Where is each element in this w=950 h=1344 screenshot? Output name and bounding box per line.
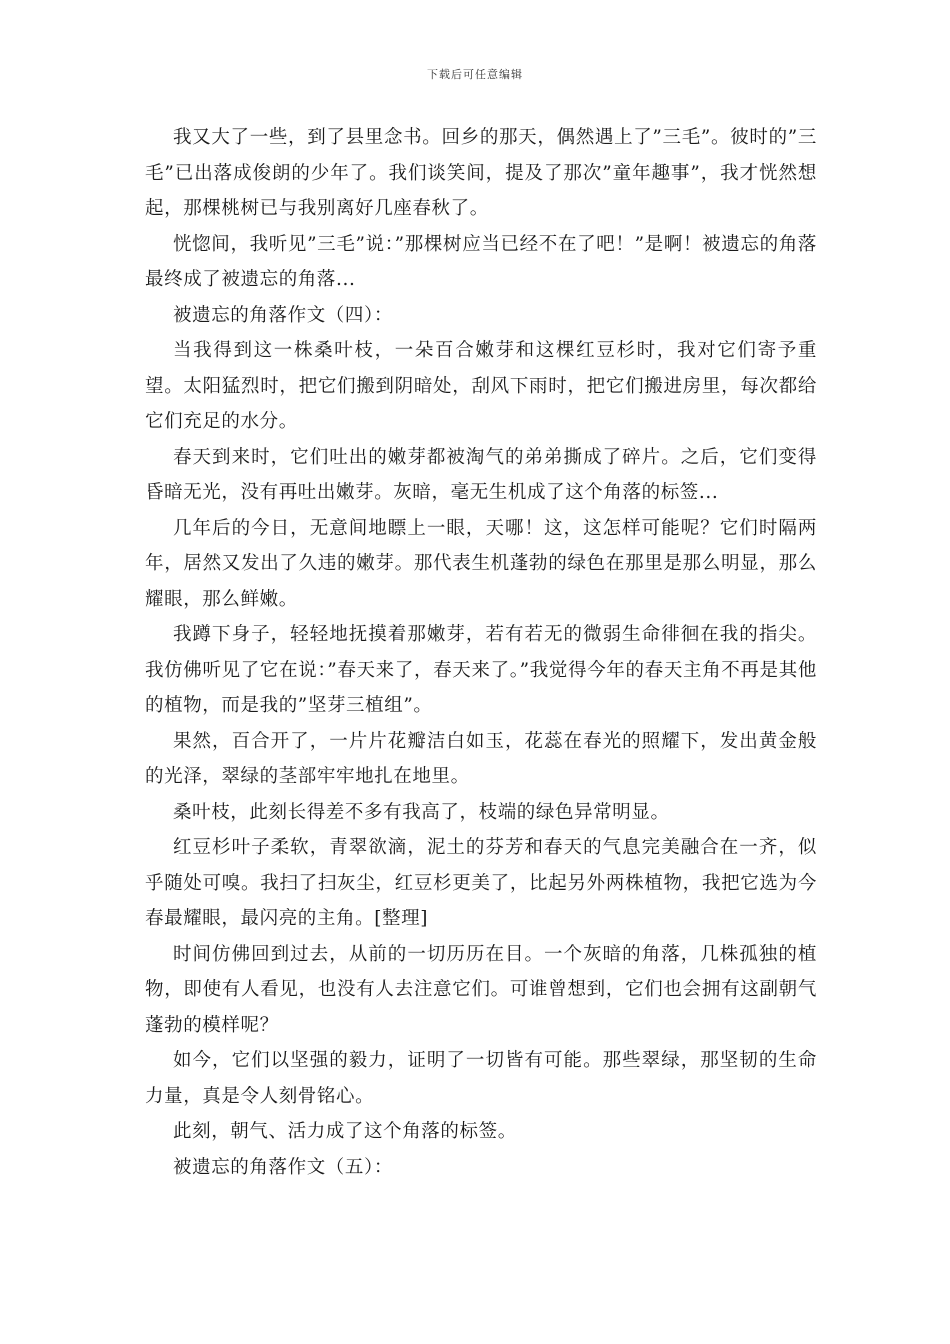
paragraph: 果然，百合开了，一片片花瓣洁白如玉，花蕊在春光的照耀下，发出黄金般的光泽，翠绿的茎部牢牢地扎在地里。 bbox=[145, 730, 817, 787]
paragraph: 我又大了一些，到了县里念书。回乡的那天，偶然遇上了”三毛”。彼时的”三毛”已出落成俊朗的少年了。我们谈笑间，提及了那次”童年趣事”，我才恍然想起，那棵桃树已与我别离好几座春秋了。 bbox=[145, 127, 817, 219]
paragraph: 桑叶枝，此刻长得差不多有我高了，枝端的绿色异常明显。 bbox=[173, 801, 670, 823]
paragraph: 我蹲下身子，轻轻地抚摸着那嫩芽，若有若无的微弱生命徘徊在我的指尖。我仿佛听见了它在说：”春天来了，春天来了。”我觉得今年的春天主角不再是其他的植物，而是我的”坚芽三植组”。 bbox=[145, 624, 817, 716]
paragraph: 恍惚间，我听见”三毛”说：”那棵树应当已经不在了吧！”是啊！被遗忘的角落最终成了被遗忘的角落... bbox=[145, 233, 817, 290]
section-heading: 被遗忘的角落作文（五）： bbox=[173, 1156, 393, 1178]
page-header: 下载后可任意编辑 bbox=[427, 68, 523, 81]
paragraph: 春天到来时，它们吐出的嫩芽都被淘气的弟弟撕成了碎片。之后，它们变得昏暗无光，没有再吐出嫩芽。灰暗，毫无生机成了这个角落的标签... bbox=[145, 446, 817, 503]
paragraph: 此刻，朝气、活力成了这个角落的标签。 bbox=[173, 1121, 517, 1142]
paragraph: 几年后的今日，无意间地瞟上一眼，天哪！这，这怎样可能呢？它们时隔两年，居然又发出了久违的嫩芽。那代表生机蓬勃的绿色在那里是那么明显，那么耀眼，那么鲜嫩。 bbox=[145, 517, 817, 610]
paragraph: 如今，它们以坚强的毅力，证明了一切皆有可能。那些翠绿，那坚韧的生命力量，真是令人刻骨铭心。 bbox=[145, 1050, 817, 1107]
paragraph: 红豆杉叶子柔软，青翠欲滴，泥土的芬芳和春天的气息完美融合在一齐，似乎随处可嗅。我扫了扫灰尘，红豆杉更美了，比起另外两株植物，我把它选为今春最耀眼，最闪亮的主角。[整理] bbox=[145, 837, 817, 929]
paragraph: 当我得到这一株桑叶枝，一朵百合嫩芽和这棵红豆杉时，我对它们寄予重望。太阳猛烈时，把它们搬到阴暗处，刮风下雨时，把它们搬进房里，每次都给它们充足的水分。 bbox=[145, 340, 817, 432]
section-heading: 被遗忘的角落作文（四）： bbox=[173, 304, 393, 326]
paragraph: 时间仿佛回到过去，从前的一切历历在目。一个灰暗的角落，几株孤独的植物，即使有人看见，也没有人去注意它们。可谁曾想到，它们也会拥有这副朝气蓬勃的模样呢？ bbox=[145, 943, 817, 1036]
document-body bbox=[145, 120, 817, 1185]
